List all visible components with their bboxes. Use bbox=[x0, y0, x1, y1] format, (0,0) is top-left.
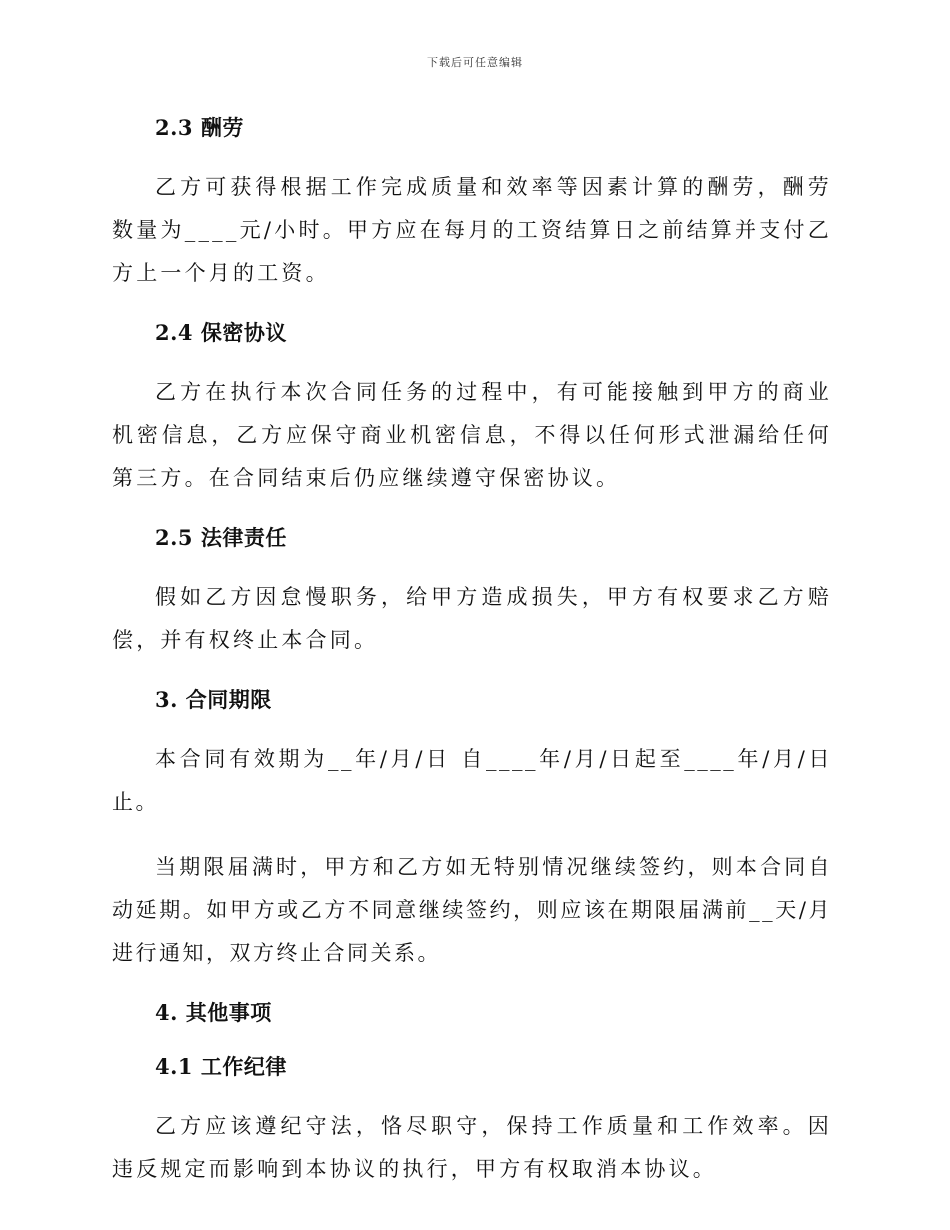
paragraph-work-discipline: 乙方应该遵纪守法，恪尽职守，保持工作质量和工作效率。因违反规定而影响到本协议的执行，甲方有权取消本协议。 bbox=[112, 1114, 832, 1181]
paragraph-contract-renewal: 当期限届满时，甲方和乙方如无特别情况继续签约，则本合同自动延期。如甲方或乙方不同意继续签约，则应该在期限届满前__天/月进行通知，双方终止合同关系。 bbox=[112, 855, 832, 965]
paragraph-contract-term: 本合同有效期为__年/月/日 自____年/月/日起至____年/月/日止。 bbox=[112, 747, 832, 814]
section-heading-2-3: 2.3 酬劳 bbox=[155, 115, 244, 140]
section-heading-3: 3. 合同期限 bbox=[155, 687, 272, 712]
paragraph-remuneration: 乙方可获得根据工作完成质量和效率等因素计算的酬劳，酬劳数量为____元/小时。甲方应在每月的工资结算日之前结算并支付乙方上一个月的工资。 bbox=[112, 175, 832, 285]
section-heading-2-4: 2.4 保密协议 bbox=[155, 320, 287, 345]
paragraph-confidentiality: 乙方在执行本次合同任务的过程中，有可能接触到甲方的商业机密信息，乙方应保守商业机密信息，不得以任何形式泄漏给任何第三方。在合同结束后仍应继续遵守保密协议。 bbox=[112, 380, 832, 490]
paragraph-legal-liability: 假如乙方因怠慢职务，给甲方造成损失，甲方有权要求乙方赔偿，并有权终止本合同。 bbox=[112, 585, 832, 652]
page-header: 下载后可任意编辑 bbox=[427, 56, 523, 69]
section-heading-2-5: 2.5 法律责任 bbox=[155, 525, 287, 550]
document-body bbox=[112, 112, 832, 1213]
section-heading-4-1: 4.1 工作纪律 bbox=[155, 1054, 287, 1079]
section-heading-4: 4. 其他事项 bbox=[155, 1000, 272, 1025]
